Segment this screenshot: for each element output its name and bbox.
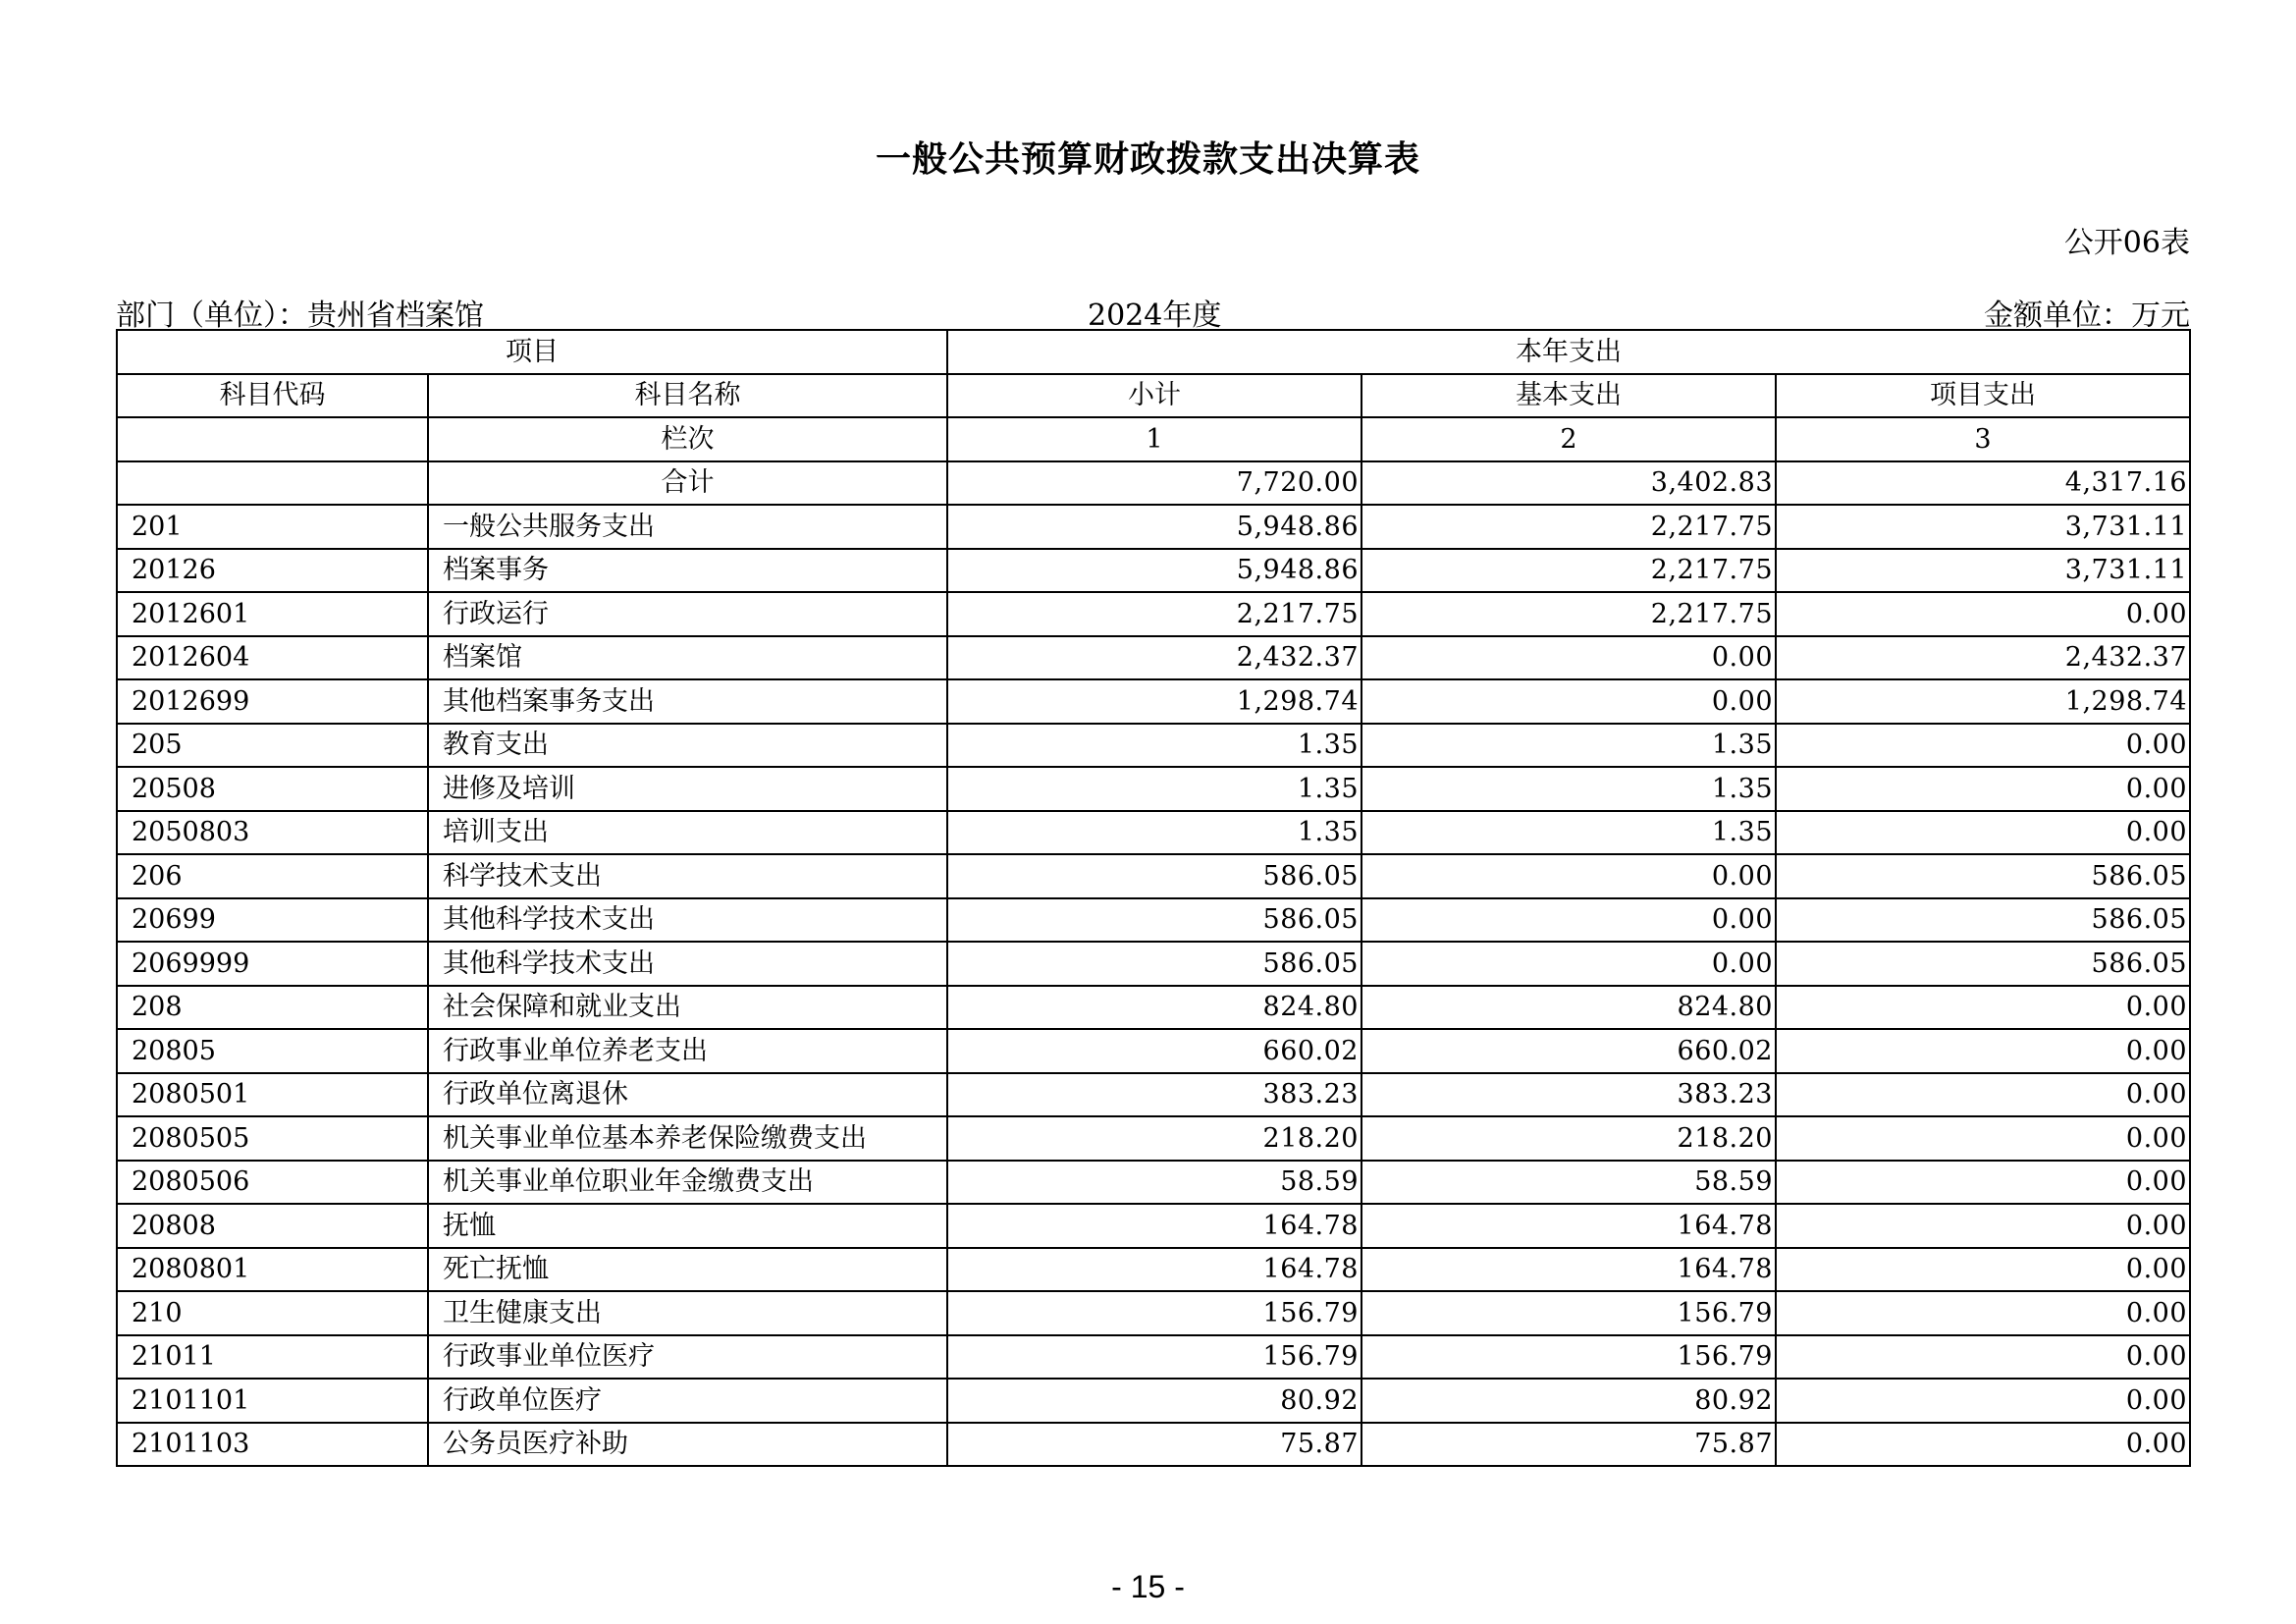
page-number: - 15 - (1111, 1569, 1185, 1604)
subtotal-cell: 156.79 (947, 1335, 1362, 1380)
subject-name-cell: 其他科学技术支出 (428, 942, 947, 986)
subject-name-cell: 一般公共服务支出 (428, 505, 947, 549)
subject-name-cell: 行政事业单位养老支出 (428, 1029, 947, 1073)
subtotal-cell: 2,432.37 (947, 636, 1362, 680)
column-number-1: 1 (947, 417, 1362, 461)
project-expense-cell: 0.00 (1776, 1335, 2190, 1380)
table-row (117, 811, 2190, 855)
project-expense-cell: 586.05 (1776, 854, 2190, 898)
project-expense-cell: 586.05 (1776, 942, 2190, 986)
table-row (117, 1073, 2190, 1117)
total-subtotal: 7,720.00 (947, 461, 1362, 506)
subject-name-cell: 教育支出 (428, 724, 947, 768)
subtotal-cell: 586.05 (947, 898, 1362, 943)
column-number-empty (117, 417, 428, 461)
project-expense-cell: 0.00 (1776, 1116, 2190, 1161)
subject-name-cell: 行政单位医疗 (428, 1379, 947, 1423)
subtotal-cell: 5,948.86 (947, 505, 1362, 549)
fiscal-year-label: 2024年度 (1088, 298, 1222, 333)
column-number-3: 3 (1776, 417, 2190, 461)
subtotal-cell: 1,298.74 (947, 679, 1362, 724)
total-basic: 3,402.83 (1362, 461, 1776, 506)
total-code-empty (117, 461, 428, 506)
basic-expense-cell: 0.00 (1362, 854, 1776, 898)
basic-expense-cell: 2,217.75 (1362, 592, 1776, 636)
basic-expense-cell: 2,217.75 (1362, 549, 1776, 593)
subtotal-cell: 156.79 (947, 1291, 1362, 1335)
project-expense-cell: 0.00 (1776, 1204, 2190, 1248)
table-row (117, 767, 2190, 811)
subject-name-cell: 其他档案事务支出 (428, 679, 947, 724)
subtotal-cell: 58.59 (947, 1161, 1362, 1205)
subject-code-cell: 2101101 (117, 1379, 428, 1423)
header-current-year-expense: 本年支出 (947, 330, 2190, 374)
basic-expense-cell: 164.78 (1362, 1204, 1776, 1248)
basic-expense-cell: 80.92 (1362, 1379, 1776, 1423)
subject-code-cell: 206 (117, 854, 428, 898)
table-row (117, 986, 2190, 1030)
table-row (117, 1291, 2190, 1335)
project-expense-cell: 1,298.74 (1776, 679, 2190, 724)
subtotal-cell: 1.35 (947, 811, 1362, 855)
table-row (117, 1204, 2190, 1248)
column-number-2: 2 (1362, 417, 1776, 461)
header-row-columns (117, 374, 2190, 418)
table-row (117, 679, 2190, 724)
subject-code-cell: 2101103 (117, 1423, 428, 1467)
subtotal-cell: 824.80 (947, 986, 1362, 1030)
amount-unit-label: 金额单位：万元 (1984, 298, 2190, 333)
total-label: 合计 (428, 461, 947, 506)
subject-code-cell: 20699 (117, 898, 428, 943)
header-project-expense: 项目支出 (1776, 374, 2190, 418)
project-expense-cell: 0.00 (1776, 1161, 2190, 1205)
subject-name-cell: 其他科学技术支出 (428, 898, 947, 943)
project-expense-cell: 2,432.37 (1776, 636, 2190, 680)
header-basic-expense: 基本支出 (1362, 374, 1776, 418)
basic-expense-cell: 0.00 (1362, 679, 1776, 724)
subject-name-cell: 档案事务 (428, 549, 947, 593)
basic-expense-cell: 218.20 (1362, 1116, 1776, 1161)
basic-expense-cell: 75.87 (1362, 1423, 1776, 1467)
subject-name-cell: 机关事业单位基本养老保险缴费支出 (428, 1116, 947, 1161)
project-expense-cell: 0.00 (1776, 1029, 2190, 1073)
subject-code-cell: 210 (117, 1291, 428, 1335)
basic-expense-cell: 383.23 (1362, 1073, 1776, 1117)
project-expense-cell: 3,731.11 (1776, 505, 2190, 549)
page-title: 一般公共预算财政拨款支出决算表 (875, 139, 1420, 180)
subject-code-cell: 20805 (117, 1029, 428, 1073)
total-project: 4,317.16 (1776, 461, 2190, 506)
table-row (117, 1116, 2190, 1161)
subtotal-cell: 164.78 (947, 1248, 1362, 1292)
subject-name-cell: 死亡抚恤 (428, 1248, 947, 1292)
subject-code-cell: 201 (117, 505, 428, 549)
basic-expense-cell: 2,217.75 (1362, 505, 1776, 549)
project-expense-cell: 0.00 (1776, 1291, 2190, 1335)
header-subtotal: 小计 (947, 374, 1362, 418)
subtotal-cell: 218.20 (947, 1116, 1362, 1161)
subject-code-cell: 2080506 (117, 1161, 428, 1205)
project-expense-cell: 0.00 (1776, 1073, 2190, 1117)
subtotal-cell: 586.05 (947, 942, 1362, 986)
table-row (117, 724, 2190, 768)
department-label: 部门（单位）：贵州省档案馆 (116, 298, 484, 333)
subtotal-cell: 164.78 (947, 1204, 1362, 1248)
total-row (117, 461, 2190, 506)
table-row (117, 636, 2190, 680)
project-expense-cell: 0.00 (1776, 592, 2190, 636)
subject-code-cell: 205 (117, 724, 428, 768)
subject-name-cell: 卫生健康支出 (428, 1291, 947, 1335)
subtotal-cell: 586.05 (947, 854, 1362, 898)
table-row (117, 592, 2190, 636)
subject-code-cell: 2050803 (117, 811, 428, 855)
subtotal-cell: 2,217.75 (947, 592, 1362, 636)
table-row (117, 1379, 2190, 1423)
project-expense-cell: 0.00 (1776, 1379, 2190, 1423)
subtotal-cell: 660.02 (947, 1029, 1362, 1073)
subject-name-cell: 抚恤 (428, 1204, 947, 1248)
table-row (117, 1423, 2190, 1467)
basic-expense-cell: 156.79 (1362, 1335, 1776, 1380)
subject-name-cell: 社会保障和就业支出 (428, 986, 947, 1030)
table-row (117, 1335, 2190, 1380)
basic-expense-cell: 0.00 (1362, 636, 1776, 680)
subject-code-cell: 208 (117, 986, 428, 1030)
form-number: 公开06表 (2063, 226, 2190, 260)
table-row (117, 505, 2190, 549)
expenditure-table (116, 329, 2191, 1467)
subject-code-cell: 2080505 (117, 1116, 428, 1161)
project-expense-cell: 586.05 (1776, 898, 2190, 943)
subject-code-cell: 20126 (117, 549, 428, 593)
basic-expense-cell: 0.00 (1362, 942, 1776, 986)
subject-name-cell: 行政事业单位医疗 (428, 1335, 947, 1380)
project-expense-cell: 0.00 (1776, 767, 2190, 811)
subject-name-cell: 科学技术支出 (428, 854, 947, 898)
basic-expense-cell: 660.02 (1362, 1029, 1776, 1073)
table-row (117, 549, 2190, 593)
column-label: 栏次 (428, 417, 947, 461)
header-project: 项目 (117, 330, 947, 374)
subject-name-cell: 行政单位离退休 (428, 1073, 947, 1117)
basic-expense-cell: 164.78 (1362, 1248, 1776, 1292)
basic-expense-cell: 824.80 (1362, 986, 1776, 1030)
project-expense-cell: 0.00 (1776, 1248, 2190, 1292)
project-expense-cell: 0.00 (1776, 811, 2190, 855)
subtotal-cell: 75.87 (947, 1423, 1362, 1467)
project-expense-cell: 3,731.11 (1776, 549, 2190, 593)
header-subject-name: 科目名称 (428, 374, 947, 418)
table-row (117, 942, 2190, 986)
subject-code-cell: 2012604 (117, 636, 428, 680)
basic-expense-cell: 1.35 (1362, 767, 1776, 811)
subject-name-cell: 档案馆 (428, 636, 947, 680)
table-row (117, 1248, 2190, 1292)
project-expense-cell: 0.00 (1776, 724, 2190, 768)
header-row-group (117, 330, 2190, 374)
table-row (117, 898, 2190, 943)
table-row (117, 1161, 2190, 1205)
subject-name-cell: 机关事业单位职业年金缴费支出 (428, 1161, 947, 1205)
header-row-column-numbers (117, 417, 2190, 461)
subtotal-cell: 1.35 (947, 724, 1362, 768)
subtotal-cell: 5,948.86 (947, 549, 1362, 593)
subject-name-cell: 培训支出 (428, 811, 947, 855)
basic-expense-cell: 1.35 (1362, 724, 1776, 768)
subject-code-cell: 21011 (117, 1335, 428, 1380)
subtotal-cell: 383.23 (947, 1073, 1362, 1117)
subject-code-cell: 2012601 (117, 592, 428, 636)
table-row (117, 1029, 2190, 1073)
project-expense-cell: 0.00 (1776, 1423, 2190, 1467)
subject-code-cell: 2080501 (117, 1073, 428, 1117)
basic-expense-cell: 156.79 (1362, 1291, 1776, 1335)
subtotal-cell: 1.35 (947, 767, 1362, 811)
header-subject-code: 科目代码 (117, 374, 428, 418)
subject-code-cell: 20808 (117, 1204, 428, 1248)
project-expense-cell: 0.00 (1776, 986, 2190, 1030)
subtotal-cell: 80.92 (947, 1379, 1362, 1423)
subject-name-cell: 进修及培训 (428, 767, 947, 811)
subject-code-cell: 20508 (117, 767, 428, 811)
subject-code-cell: 2012699 (117, 679, 428, 724)
subject-code-cell: 2080801 (117, 1248, 428, 1292)
basic-expense-cell: 0.00 (1362, 898, 1776, 943)
subject-name-cell: 行政运行 (428, 592, 947, 636)
table-row (117, 854, 2190, 898)
subject-code-cell: 2069999 (117, 942, 428, 986)
subject-name-cell: 公务员医疗补助 (428, 1423, 947, 1467)
basic-expense-cell: 58.59 (1362, 1161, 1776, 1205)
basic-expense-cell: 1.35 (1362, 811, 1776, 855)
